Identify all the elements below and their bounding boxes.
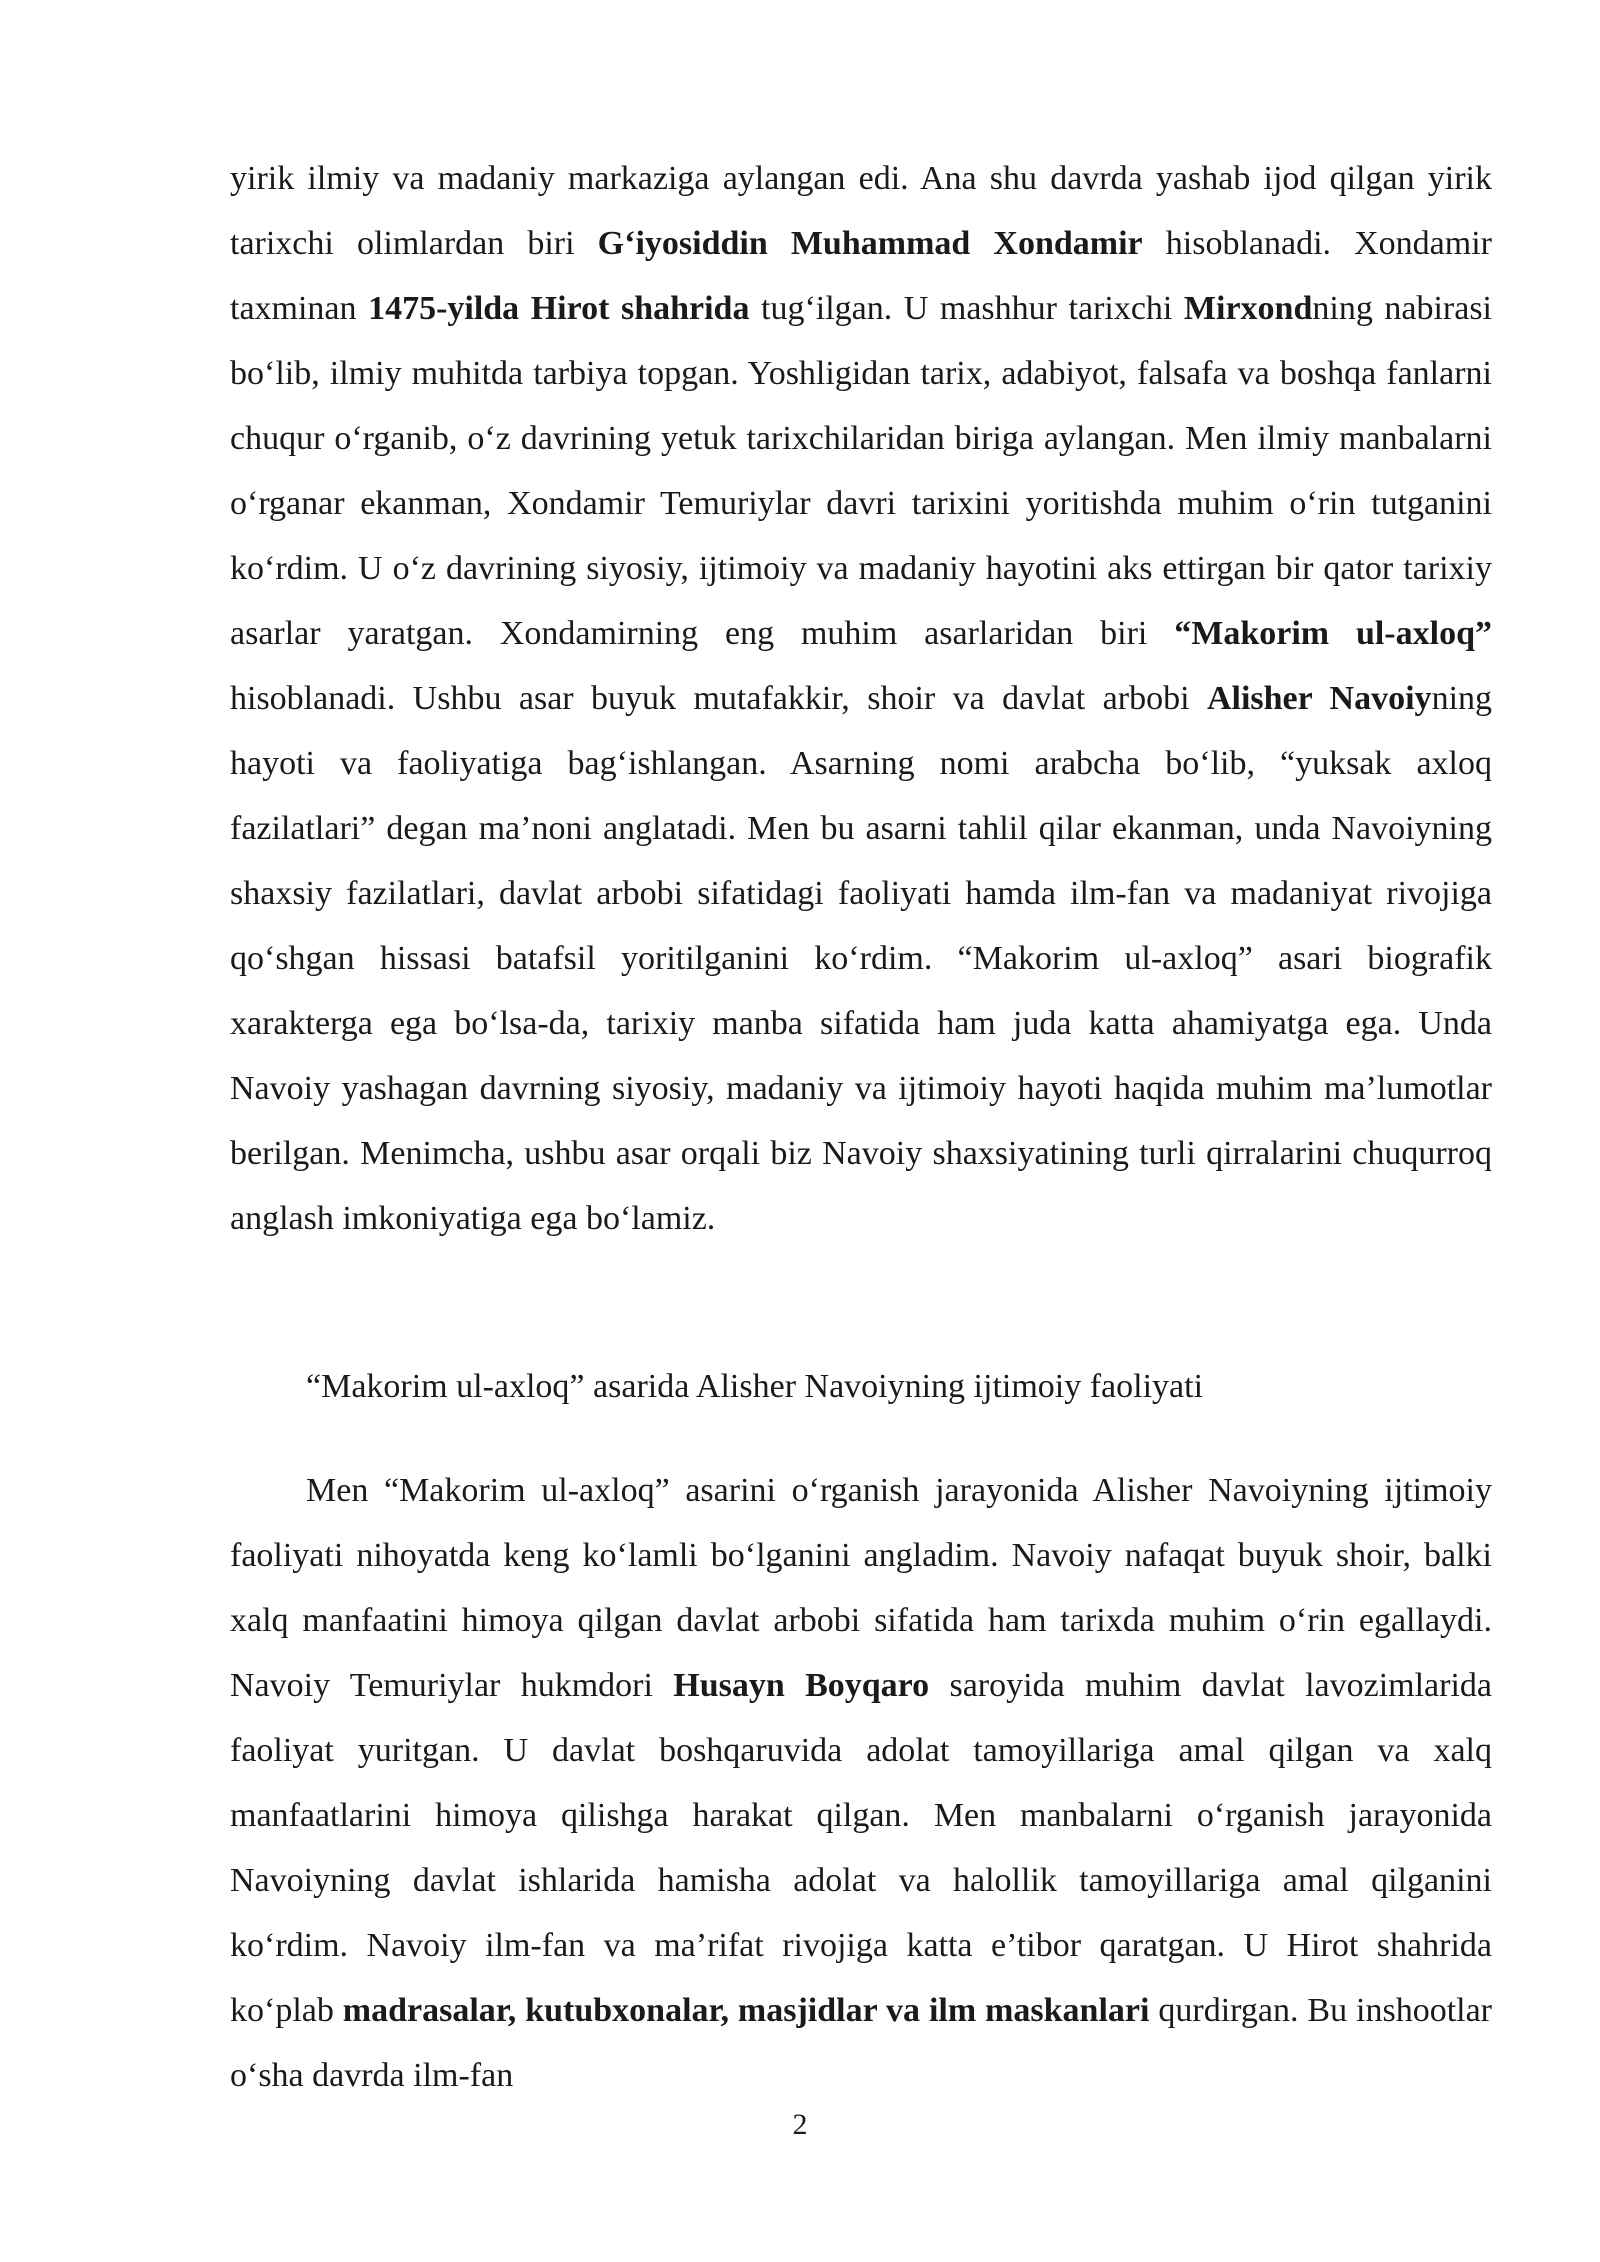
paragraph-1-text xyxy=(230,146,1492,1251)
bold-text-run: madrasalar, kutubxonalar, masjidlar va ilm maskanlari xyxy=(342,1992,1150,2029)
text-run: hisoblanadi. Ushbu asar buyuk mutafakkir, shoir va davlat arbobi xyxy=(230,680,1207,717)
text-run: Men “Makorim ul-axloq” asarini o‘rganish jarayonida Alisher Navoiyning ijtimoiy faoliyati nihoyatda keng ko‘lamli bo‘lganini angladim. Navoiy nafaqat buyuk shoir, balki xalq manfaatini himoya qilgan davlat arbobi sifatida ham tarixda muhim o‘rin egallaydi. Navoiy Temuriylar hukmdori xyxy=(230,1472,1492,1704)
paragraph-2-text xyxy=(230,1458,1492,2108)
bold-text-run: Husayn Boyqaro xyxy=(673,1667,930,1704)
text-run: ning hayoti va faoliyatiga bag‘ishlangan. Asarning nomi arabcha bo‘lib, “yuksak axloq fazilatlari” degan ma’noni anglatadi. Men bu asarni tahlil qilar ekanman, unda Navoiyning shaxsiy fazilatlari, davlat arbobi sifatidagi faoliyati hamda ilm-fan va madaniyat rivojiga qo‘shgan hissasi batafsil yoritilganini ko‘rdim. “Makorim ul-axloq” asari biografik xarakterga ega bo‘lsa-da, tarixiy manba sifatida ham juda katta ahamiyatga ega. Unda Navoiy yashagan davrning siyosiy, madaniy va ijtimoiy hayoti haqida muhim ma’lumotlar berilgan. Menimcha, ushbu asar orqali biz Navoiy shaxsiyatining turli qirralarini chuqurroq anglash imkoniyatiga ega bo‘lamiz. xyxy=(230,680,1493,1237)
text-run: yirik ilmiy va madaniy markaziga aylangan edi. Ana shu davrda yashab ijod qilgan yirik tarixchi olimlardan biri xyxy=(230,160,1492,262)
bold-text-run: “Makorim ul-axloq” xyxy=(1174,615,1492,652)
page-number: 2 xyxy=(792,2108,808,2141)
text-run: tug‘ilgan. U mashhur tarixchi xyxy=(749,290,1184,327)
text-run: qurdirgan. Bu inshootlar o‘sha davrda ilm-fan xyxy=(230,1992,1493,2094)
bold-text-run: 1475-yilda Hirot shahrida xyxy=(368,290,750,327)
bold-text-run: Mirxond xyxy=(1183,290,1313,327)
text-run: ning nabirasi bo‘lib, ilmiy muhitda tarbiya topgan. Yoshligidan tarix, adabiyot, falsafa va boshqa fanlarni chuqur o‘rganib, o‘z davrining yetuk tarixchilaridan biriga aylangan. Men ilmiy manbalarni o‘rganar ekanman, Xondamir Temuriylar davri tarixini yoritishda muhim o‘rin tutganini ko‘rdim. U o‘z davrining siyosiy, ijtimoiy va madaniy hayotini aks ettirgan bir qator tarixiy asarlar yaratgan. Xondamirning eng muhim asarlaridan biri xyxy=(230,290,1492,652)
paragraph-2 xyxy=(230,1458,1492,2108)
bold-text-run: Alisher Navoiy xyxy=(1206,680,1432,717)
text-run: saroyida muhim davlat lavozimlarida faoliyat yuritgan. U davlat boshqaruvida adolat tamoyillariga amal qilgan va xalq manfaatlarini himoya qilishga harakat qilgan. Men manbalarni o‘rganish jarayonida Navoiyning davlat ishlarida hamisha adolat va halollik tamoyillariga amal qilganini ko‘rdim. Navoiy ilm-fan va ma’rifat rivojiga katta e’tibor qaratgan. U Hirot shahrida ko‘plab xyxy=(230,1667,1492,2029)
text-run: hisoblanadi. Xondamir taxminan xyxy=(230,225,1492,327)
bold-text-run: G‘iyosiddin Muhammad Xondamir xyxy=(597,225,1143,262)
section-heading: “Makorim ul-axloq” asarida Alisher Navoiyning ijtimoiy faoliyati xyxy=(306,1368,1204,1405)
paragraph-1 xyxy=(230,146,1492,1251)
